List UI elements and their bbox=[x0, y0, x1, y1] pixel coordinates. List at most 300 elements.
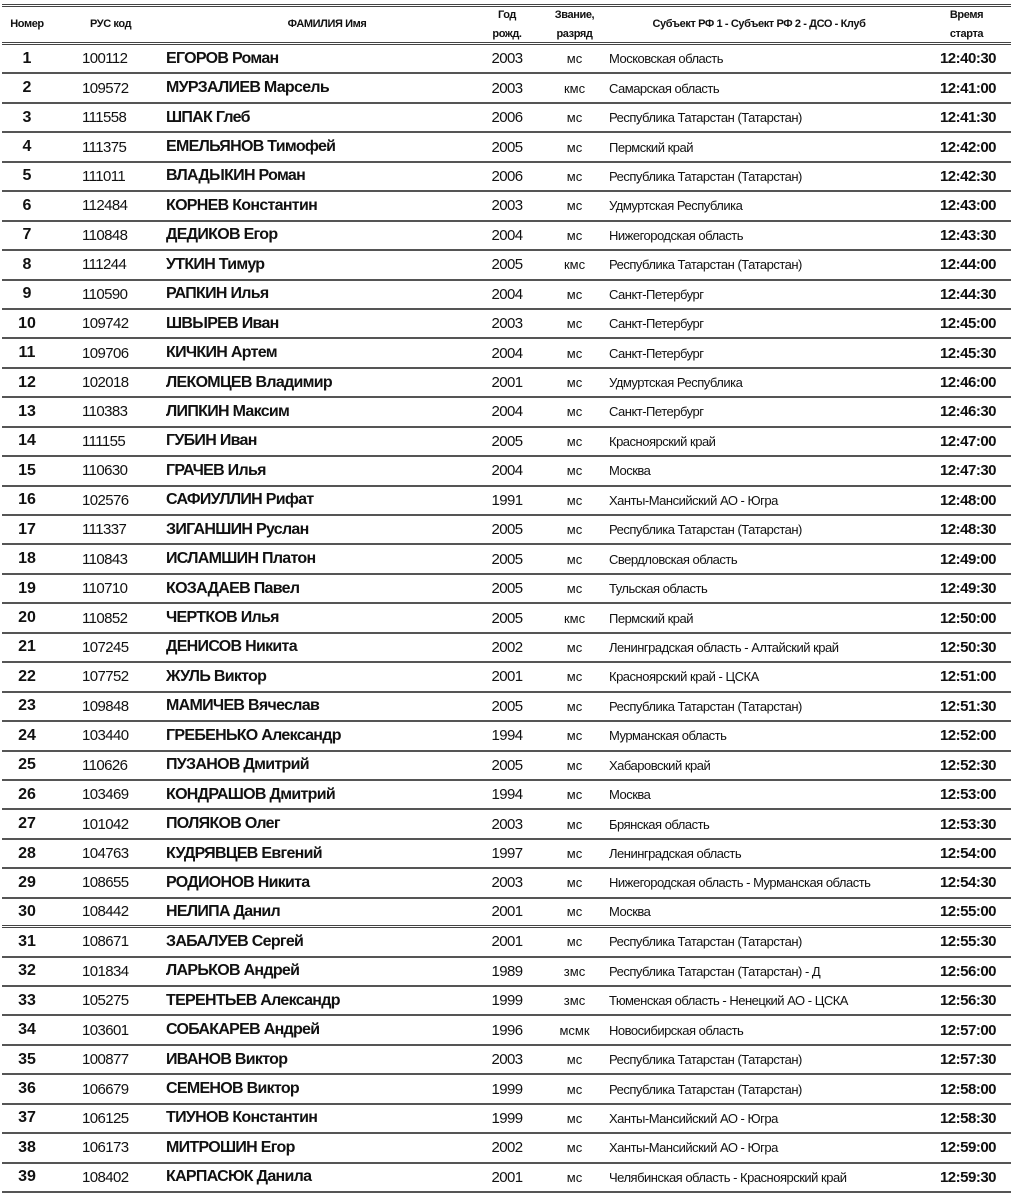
cell-name: ШПАК Глеб bbox=[166, 108, 250, 126]
cell-year: 2005 bbox=[491, 697, 523, 715]
cell-time: 12:42:00 bbox=[939, 138, 996, 156]
cell-rank: мс bbox=[566, 51, 583, 67]
cell-rank: мс bbox=[566, 492, 583, 508]
cell-region: Красноярский край - ЦСКА bbox=[609, 669, 759, 685]
cell-number: 8 bbox=[22, 255, 32, 273]
start-list-table bbox=[2, 4, 1011, 1193]
cell-name: ГУБИН Иван bbox=[166, 432, 257, 450]
cell-name: ПОЛЯКОВ Олег bbox=[166, 815, 280, 833]
cell-name: КАРПАСЮК Данила bbox=[166, 1168, 312, 1186]
table-row bbox=[2, 1164, 1011, 1193]
cell-number: 14 bbox=[18, 432, 36, 450]
table-row bbox=[2, 545, 1011, 574]
cell-time: 12:40:30 bbox=[939, 50, 996, 68]
table-row bbox=[2, 634, 1011, 663]
cell-year: 2003 bbox=[491, 315, 523, 333]
cell-time: 12:58:00 bbox=[939, 1080, 996, 1098]
cell-number: 32 bbox=[18, 962, 36, 980]
cell-rank: мс bbox=[566, 168, 583, 184]
cell-name: ЗИГАНШИН Руслан bbox=[166, 520, 309, 538]
cell-name: ЖУЛЬ Виктор bbox=[166, 667, 267, 685]
cell-code: 108442 bbox=[82, 903, 129, 921]
cell-number: 16 bbox=[18, 491, 36, 509]
cell-region: Нижегородская область bbox=[609, 227, 744, 243]
cell-name: ИСЛАМШИН Платон bbox=[166, 550, 316, 568]
cell-region: Пермский край bbox=[609, 139, 693, 155]
table-row bbox=[2, 1105, 1011, 1134]
cell-rank: кмс bbox=[563, 257, 586, 273]
cell-year: 2001 bbox=[491, 668, 523, 686]
cell-rank: мс bbox=[566, 345, 583, 361]
table-row bbox=[2, 45, 1011, 74]
cell-year: 2005 bbox=[491, 609, 523, 627]
table-row bbox=[2, 840, 1011, 869]
cell-code: 100877 bbox=[82, 1051, 129, 1069]
cell-year: 2003 bbox=[491, 874, 523, 892]
cell-region: Удмуртская Республика bbox=[609, 198, 743, 214]
cell-code: 107245 bbox=[82, 638, 129, 656]
header-number: Номер bbox=[10, 18, 44, 30]
cell-code: 110710 bbox=[82, 580, 128, 598]
cell-year: 1991 bbox=[491, 491, 523, 509]
cell-year: 2001 bbox=[491, 903, 523, 921]
cell-rank: мс bbox=[566, 286, 583, 302]
cell-code: 100112 bbox=[82, 50, 128, 68]
cell-year: 2004 bbox=[491, 344, 523, 362]
cell-name: ЧЕРТКОВ Илья bbox=[166, 609, 279, 627]
cell-year: 2002 bbox=[491, 638, 523, 656]
cell-name: ЕГОРОВ Роман bbox=[166, 49, 279, 67]
cell-year: 2004 bbox=[491, 226, 523, 244]
cell-region: Республика Татарстан (Татарстан) bbox=[609, 698, 802, 714]
cell-number: 6 bbox=[22, 196, 32, 214]
cell-rank: мс bbox=[566, 581, 583, 597]
cell-rank: мс bbox=[566, 1052, 583, 1068]
cell-time: 12:52:30 bbox=[939, 756, 996, 774]
cell-number: 24 bbox=[18, 726, 36, 744]
cell-rank: мс bbox=[566, 404, 583, 420]
cell-rank: мс bbox=[566, 639, 583, 655]
table-row bbox=[2, 663, 1011, 692]
cell-rank: мсмк bbox=[559, 1022, 590, 1038]
cell-region: Московская область bbox=[609, 51, 724, 67]
cell-region: Республика Татарстан (Татарстан) bbox=[609, 168, 802, 184]
cell-code: 106125 bbox=[82, 1109, 129, 1127]
cell-code: 111558 bbox=[82, 109, 127, 127]
cell-number: 18 bbox=[18, 550, 36, 568]
cell-number: 15 bbox=[18, 461, 36, 479]
cell-number: 17 bbox=[18, 520, 36, 538]
header-rank-line1: Звание, bbox=[554, 8, 595, 21]
table-row bbox=[2, 1016, 1011, 1045]
cell-code: 106679 bbox=[82, 1080, 129, 1098]
cell-code: 110848 bbox=[82, 226, 128, 244]
header-year bbox=[482, 7, 532, 42]
cell-code: 109848 bbox=[82, 697, 129, 715]
cell-name: ВЛАДЫКИН Роман bbox=[166, 167, 306, 185]
table-row bbox=[2, 722, 1011, 751]
cell-code: 111337 bbox=[82, 521, 127, 539]
cell-region: Красноярский край bbox=[609, 433, 716, 449]
cell-time: 12:55:00 bbox=[939, 903, 996, 921]
cell-time: 12:54:00 bbox=[939, 845, 996, 863]
table-row bbox=[2, 781, 1011, 810]
cell-year: 1994 bbox=[491, 727, 523, 745]
cell-code: 108671 bbox=[82, 933, 129, 951]
cell-year: 2005 bbox=[491, 256, 523, 274]
cell-rank: мс bbox=[566, 1140, 583, 1156]
cell-year: 2006 bbox=[491, 109, 523, 127]
cell-number: 10 bbox=[18, 314, 36, 332]
cell-number: 23 bbox=[18, 697, 36, 715]
table-row bbox=[2, 928, 1011, 957]
cell-rank: мс bbox=[566, 1169, 583, 1185]
cell-region: Санкт-Петербург bbox=[609, 404, 704, 420]
cell-number: 19 bbox=[18, 579, 36, 597]
cell-name: ЕМЕЛЬЯНОВ Тимофей bbox=[166, 138, 336, 156]
cell-year: 2005 bbox=[491, 756, 523, 774]
cell-number: 11 bbox=[18, 344, 36, 362]
table-row bbox=[2, 222, 1011, 251]
cell-code: 103601 bbox=[82, 1021, 129, 1039]
table-header bbox=[2, 4, 1011, 45]
cell-number: 30 bbox=[18, 902, 36, 920]
header-rank-line2: разряд bbox=[556, 27, 593, 40]
table-row bbox=[2, 810, 1011, 839]
cell-year: 2005 bbox=[491, 550, 523, 568]
cell-time: 12:47:00 bbox=[939, 432, 996, 450]
cell-number: 22 bbox=[18, 667, 36, 685]
cell-year: 2006 bbox=[491, 167, 523, 185]
cell-number: 39 bbox=[18, 1168, 36, 1186]
header-time-line1: Время bbox=[949, 8, 984, 21]
header-time bbox=[922, 7, 1011, 42]
cell-year: 1996 bbox=[491, 1021, 523, 1039]
cell-number: 27 bbox=[18, 815, 36, 833]
cell-number: 1 bbox=[22, 49, 32, 67]
cell-year: 2004 bbox=[491, 462, 523, 480]
header-name: ФАМИЛИЯ Имя bbox=[287, 18, 367, 30]
cell-region: Тульская область bbox=[609, 581, 708, 597]
cell-code: 111375 bbox=[82, 138, 127, 156]
cell-year: 1989 bbox=[491, 962, 523, 980]
cell-rank: мс bbox=[566, 698, 583, 714]
cell-time: 12:44:30 bbox=[939, 285, 996, 303]
table-row bbox=[2, 604, 1011, 633]
cell-year: 2001 bbox=[491, 933, 523, 951]
cell-rank: мс bbox=[566, 787, 583, 803]
cell-name: ШВЫРЕВ Иван bbox=[166, 314, 279, 332]
cell-region: Тюменская область - Ненецкий АО - ЦСКА bbox=[609, 993, 848, 1009]
table-row bbox=[2, 339, 1011, 368]
cell-region: Санкт-Петербург bbox=[609, 316, 704, 332]
table-row bbox=[2, 398, 1011, 427]
cell-rank: мс bbox=[566, 846, 583, 862]
cell-code: 103440 bbox=[82, 727, 129, 745]
cell-name: ДЕНИСОВ Никита bbox=[166, 638, 297, 656]
cell-region: Нижегородская область - Мурманская область bbox=[609, 875, 871, 891]
cell-region: Удмуртская Республика bbox=[609, 375, 743, 391]
cell-region: Мурманская область bbox=[609, 728, 727, 744]
cell-name: РАПКИН Илья bbox=[166, 285, 269, 303]
cell-name: ЛИПКИН Максим bbox=[166, 402, 290, 420]
cell-rank: мс bbox=[566, 433, 583, 449]
cell-name: ГРЕБЕНЬКО Александр bbox=[166, 726, 341, 744]
cell-code: 101042 bbox=[82, 815, 129, 833]
cell-region: Ленинградская область bbox=[609, 846, 742, 862]
cell-name: КОЗАДАЕВ Павел bbox=[166, 579, 300, 597]
header-code: РУС код bbox=[90, 18, 132, 30]
cell-name: МАМИЧЕВ Вячеслав bbox=[166, 697, 320, 715]
cell-time: 12:46:00 bbox=[939, 374, 996, 392]
cell-rank: змс bbox=[563, 963, 586, 979]
cell-name: ЛАРЬКОВ Андрей bbox=[166, 962, 300, 980]
cell-region: Москва bbox=[609, 787, 651, 803]
header-year-line2: рожд. bbox=[492, 27, 522, 40]
cell-year: 2003 bbox=[491, 197, 523, 215]
cell-time: 12:50:30 bbox=[939, 638, 996, 656]
table-row bbox=[2, 575, 1011, 604]
cell-name: ГРАЧЕВ Илья bbox=[166, 461, 266, 479]
cell-region: Республика Татарстан (Татарстан) bbox=[609, 934, 802, 950]
table-row bbox=[2, 752, 1011, 781]
cell-region: Ханты-Мансийский АО - Югра bbox=[609, 1110, 778, 1126]
cell-number: 33 bbox=[18, 991, 36, 1009]
cell-code: 103469 bbox=[82, 786, 129, 804]
table-row bbox=[2, 74, 1011, 103]
cell-time: 12:54:30 bbox=[939, 874, 996, 892]
cell-code: 102018 bbox=[82, 374, 129, 392]
cell-year: 2001 bbox=[491, 1168, 523, 1186]
table-row bbox=[2, 1134, 1011, 1163]
cell-number: 13 bbox=[18, 402, 36, 420]
cell-year: 1997 bbox=[491, 845, 523, 863]
cell-rank: мс bbox=[566, 198, 583, 214]
cell-region: Ханты-Мансийский АО - Югра bbox=[609, 492, 778, 508]
cell-rank: кмс bbox=[563, 610, 586, 626]
cell-rank: мс bbox=[566, 669, 583, 685]
cell-region: Москва bbox=[609, 463, 651, 479]
cell-number: 12 bbox=[18, 373, 36, 391]
cell-code: 108655 bbox=[82, 874, 129, 892]
cell-year: 2002 bbox=[491, 1139, 523, 1157]
cell-number: 9 bbox=[22, 285, 32, 303]
cell-time: 12:56:30 bbox=[939, 992, 996, 1010]
cell-number: 3 bbox=[22, 108, 32, 126]
table-row bbox=[2, 251, 1011, 280]
cell-name: РОДИОНОВ Никита bbox=[166, 873, 310, 891]
header-region: Субъект РФ 1 - Субъект РФ 2 - ДСО - Клуб bbox=[652, 18, 866, 30]
cell-region: Санкт-Петербург bbox=[609, 286, 704, 302]
cell-year: 2004 bbox=[491, 403, 523, 421]
cell-name: ПУЗАНОВ Дмитрий bbox=[166, 756, 309, 774]
table-row bbox=[2, 869, 1011, 898]
cell-time: 12:45:30 bbox=[939, 344, 996, 362]
table-row bbox=[2, 163, 1011, 192]
cell-time: 12:46:30 bbox=[939, 403, 996, 421]
table-row bbox=[2, 192, 1011, 221]
cell-time: 12:49:00 bbox=[939, 550, 996, 568]
cell-name: СЕМЕНОВ Виктор bbox=[166, 1080, 299, 1098]
table-row bbox=[2, 987, 1011, 1016]
cell-region: Республика Татарстан (Татарстан) bbox=[609, 257, 802, 273]
cell-code: 111244 bbox=[82, 256, 127, 274]
cell-number: 28 bbox=[18, 844, 36, 862]
cell-code: 102576 bbox=[82, 491, 129, 509]
cell-code: 104763 bbox=[82, 845, 129, 863]
cell-region: Свердловская область bbox=[609, 551, 738, 567]
cell-number: 7 bbox=[22, 226, 32, 244]
cell-rank: мс bbox=[566, 375, 583, 391]
cell-name: МИТРОШИН Егор bbox=[166, 1138, 295, 1156]
cell-number: 5 bbox=[22, 167, 32, 185]
cell-code: 107752 bbox=[82, 668, 129, 686]
cell-region: Хабаровский край bbox=[609, 757, 711, 773]
cell-year: 2001 bbox=[491, 374, 523, 392]
cell-time: 12:43:00 bbox=[939, 197, 996, 215]
cell-rank: мс bbox=[566, 934, 583, 950]
cell-number: 35 bbox=[18, 1050, 36, 1068]
cell-number: 20 bbox=[18, 609, 36, 627]
cell-year: 2004 bbox=[491, 285, 523, 303]
table-row bbox=[2, 1046, 1011, 1075]
cell-time: 12:56:00 bbox=[939, 962, 996, 980]
cell-number: 4 bbox=[22, 138, 32, 156]
table-row bbox=[2, 457, 1011, 486]
table-row bbox=[2, 1075, 1011, 1104]
cell-name: САФИУЛЛИН Рифат bbox=[166, 491, 314, 509]
cell-time: 12:52:00 bbox=[939, 727, 996, 745]
table-row bbox=[2, 516, 1011, 545]
cell-region: Республика Татарстан (Татарстан) bbox=[609, 1052, 802, 1068]
cell-name: ТИУНОВ Константин bbox=[166, 1109, 318, 1127]
cell-time: 12:48:00 bbox=[939, 491, 996, 509]
cell-number: 38 bbox=[18, 1138, 36, 1156]
table-row bbox=[2, 899, 1011, 928]
cell-code: 110590 bbox=[82, 285, 128, 303]
cell-time: 12:53:30 bbox=[939, 815, 996, 833]
cell-number: 34 bbox=[18, 1021, 36, 1039]
cell-name: КОНДРАШОВ Дмитрий bbox=[166, 785, 335, 803]
cell-rank: мс bbox=[566, 463, 583, 479]
header-rank bbox=[547, 7, 602, 42]
cell-time: 12:45:00 bbox=[939, 315, 996, 333]
cell-time: 12:59:30 bbox=[939, 1168, 996, 1186]
cell-region: Новосибирская область bbox=[609, 1022, 744, 1038]
cell-region: Челябинская область - Красноярский край bbox=[609, 1169, 847, 1185]
cell-region: Пермский край bbox=[609, 610, 693, 626]
cell-code: 110383 bbox=[82, 403, 128, 421]
cell-number: 26 bbox=[18, 785, 36, 803]
cell-time: 12:44:00 bbox=[939, 256, 996, 274]
cell-name: МУРЗАЛИЕВ Марсель bbox=[166, 79, 330, 97]
table-row bbox=[2, 693, 1011, 722]
cell-rank: мс bbox=[566, 1110, 583, 1126]
cell-name: КОРНЕВ Константин bbox=[166, 196, 318, 214]
cell-time: 12:41:30 bbox=[939, 109, 996, 127]
cell-year: 1999 bbox=[491, 992, 523, 1010]
cell-number: 21 bbox=[18, 638, 36, 656]
cell-rank: мс bbox=[566, 875, 583, 891]
cell-region: Самарская область bbox=[609, 80, 720, 96]
cell-time: 12:42:30 bbox=[939, 167, 996, 185]
cell-rank: мс bbox=[566, 728, 583, 744]
table-row bbox=[2, 133, 1011, 162]
cell-region: Брянская область bbox=[609, 816, 710, 832]
table-row bbox=[2, 428, 1011, 457]
cell-code: 110630 bbox=[82, 462, 128, 480]
cell-rank: мс bbox=[566, 139, 583, 155]
cell-number: 31 bbox=[18, 932, 36, 950]
cell-code: 110852 bbox=[82, 609, 128, 627]
cell-time: 12:43:30 bbox=[939, 226, 996, 244]
cell-rank: мс bbox=[566, 316, 583, 332]
cell-rank: мс bbox=[566, 757, 583, 773]
cell-name: КУДРЯВЦЕВ Евгений bbox=[166, 844, 322, 862]
cell-year: 2003 bbox=[491, 1051, 523, 1069]
cell-code: 105275 bbox=[82, 992, 129, 1010]
cell-time: 12:48:30 bbox=[939, 521, 996, 539]
cell-rank: мс bbox=[566, 227, 583, 243]
cell-time: 12:51:00 bbox=[939, 668, 996, 686]
cell-code: 110843 bbox=[82, 550, 128, 568]
cell-time: 12:57:30 bbox=[939, 1051, 996, 1069]
cell-year: 2005 bbox=[491, 432, 523, 450]
cell-year: 1999 bbox=[491, 1080, 523, 1098]
cell-code: 108402 bbox=[82, 1168, 129, 1186]
cell-time: 12:47:30 bbox=[939, 462, 996, 480]
cell-name: ТЕРЕНТЬЕВ Александр bbox=[166, 991, 340, 1009]
cell-name: УТКИН Тимур bbox=[166, 255, 265, 273]
cell-number: 37 bbox=[18, 1109, 36, 1127]
table-row bbox=[2, 104, 1011, 133]
cell-year: 2003 bbox=[491, 79, 523, 97]
cell-number: 25 bbox=[18, 756, 36, 774]
cell-code: 109706 bbox=[82, 344, 129, 362]
cell-year: 1999 bbox=[491, 1109, 523, 1127]
cell-time: 12:53:00 bbox=[939, 786, 996, 804]
cell-region: Санкт-Петербург bbox=[609, 345, 704, 361]
cell-time: 12:57:00 bbox=[939, 1021, 996, 1039]
table-body bbox=[2, 45, 1011, 1193]
cell-year: 1994 bbox=[491, 786, 523, 804]
header-year-line1: Год bbox=[497, 8, 517, 21]
cell-rank: мс bbox=[566, 522, 583, 538]
cell-code: 109742 bbox=[82, 315, 129, 333]
cell-time: 12:55:30 bbox=[939, 933, 996, 951]
table-row bbox=[2, 281, 1011, 310]
cell-number: 36 bbox=[18, 1080, 36, 1098]
cell-region: Республика Татарстан (Татарстан) bbox=[609, 110, 802, 126]
cell-name: ЗАБАЛУЕВ Сергей bbox=[166, 932, 304, 950]
cell-time: 12:41:00 bbox=[939, 79, 996, 97]
table-row bbox=[2, 958, 1011, 987]
cell-year: 2005 bbox=[491, 580, 523, 598]
cell-year: 2003 bbox=[491, 50, 523, 68]
cell-number: 2 bbox=[22, 79, 32, 97]
table-row bbox=[2, 369, 1011, 398]
cell-rank: мс bbox=[566, 816, 583, 832]
cell-region: Ленинградская область - Алтайский край bbox=[609, 639, 839, 655]
cell-rank: мс bbox=[566, 551, 583, 567]
cell-name: СОБАКАРЕВ Андрей bbox=[166, 1021, 320, 1039]
cell-name: КИЧКИН Артем bbox=[166, 344, 277, 362]
cell-rank: мс bbox=[566, 110, 583, 126]
cell-region: Ханты-Мансийский АО - Югра bbox=[609, 1140, 778, 1156]
cell-code: 101834 bbox=[82, 962, 129, 980]
cell-name: ДЕДИКОВ Егор bbox=[166, 226, 278, 244]
cell-code: 111155 bbox=[82, 432, 126, 450]
